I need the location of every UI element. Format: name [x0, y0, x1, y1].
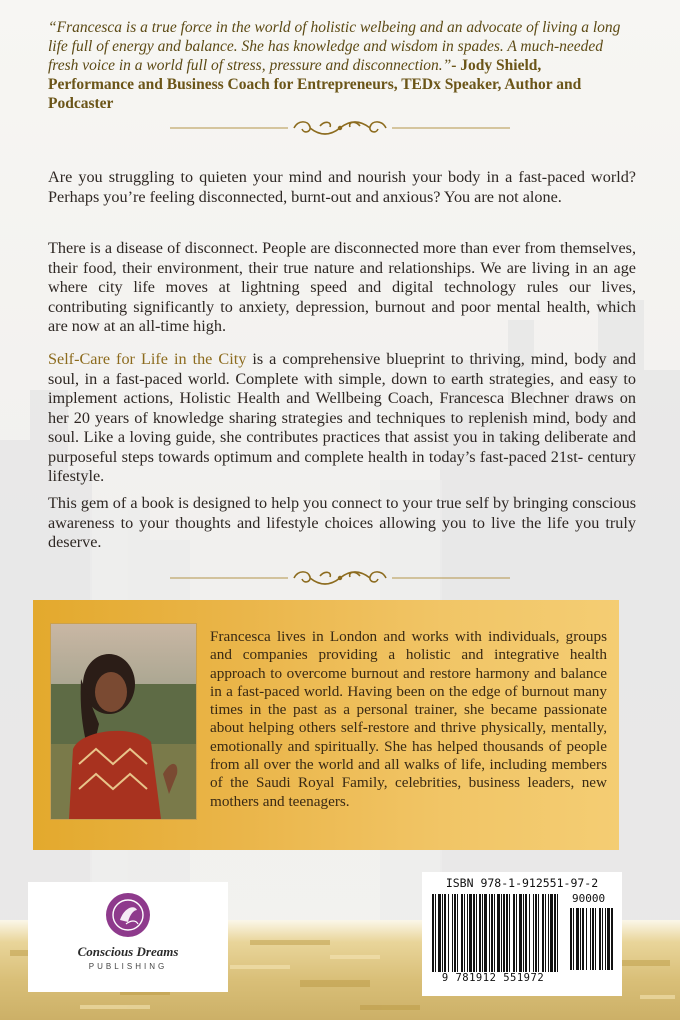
body-paragraph-4: [48, 494, 636, 553]
isbn-barcode-box: [422, 872, 622, 996]
ean-barcode-bars: [432, 894, 560, 972]
quote-text: “Francesca is a true force in the world of holistic welbeing and an advocate of living a long life full of energy and balance. She has knowledge and wisdom in spades. A much-needed fresh voice in a world full of stress, pressure and disconnection.”: [48, 19, 621, 74]
paragraph-book-summary: [48, 350, 636, 487]
price-addon-bars: [570, 908, 614, 970]
ornament-divider-top: [170, 116, 510, 140]
author-bio-text: Francesca lives in London and works with individuals, groups and companies providing a holistic and integrative health approach to overcome burnout and restore harmony and balance in a fast-paced world. Having been on the edge of burnout many times in the past as a personal trainer, she became passionate about helping others self-restore and thrive physically, mentally, emotionally and spiritually. She has helped thousands of people from all over the world and all walks of life, including members of the Saudi Royal Family, celebrities, business leaders, new mothers and teenagers.: [210, 628, 607, 810]
book-title-inline: Self-Care for Life in the City: [48, 350, 247, 368]
publisher-logo-box: [28, 882, 228, 992]
author-photo: [50, 623, 197, 820]
paragraph-intro: Are you struggling to quieten your mind and nourish your body in a fast-paced world? Perhaps you’re feeling disconnected, burnt-out and anxious? You are not alone.: [48, 168, 636, 206]
quote-attribution: - Jody Shield, Performance and Business Coach for Entrepreneurs, TEDx Speaker, Author and Podcaster: [48, 57, 582, 112]
publisher-logo-icon: [104, 890, 152, 940]
price-code: 90000: [572, 892, 606, 905]
body-paragraph-1: [48, 168, 636, 207]
isbn-label: ISBN 978-1-912551-97-2: [445, 876, 599, 890]
paragraph-disconnect: There is a disease of disconnect. People are disconnected more than ever from themselves, their food, their environment, their true nature and relationships. We are living in an age where city life moves at lightning speed and digital technology rules our lives, contributing significantly to anxiety, depression, burnout and poor mental health, which are now at an all-time high.: [48, 239, 636, 335]
publisher-subtitle: PUBLISHING: [88, 962, 168, 971]
publisher-name: Conscious Dreams: [77, 944, 179, 959]
ornament-divider-bottom: [170, 566, 510, 590]
body-paragraph-2: [48, 239, 636, 337]
testimonial-quote: [48, 18, 622, 113]
barcode-digits: 9 781912 551972: [441, 972, 545, 984]
book-summary-text: is a comprehensive blueprint to thriving, mind, body and soul, in a fast-paced world. Complete with simple, down to earth strategies, and easy to implement actions, Holistic Health and Wellbeing Coach, Francesca Blechner draws on her 20 years of knowledge sharing strategies and techniques to replenish mind, body and soul. Like a loving guide, she contributes practices that assist you in taking deliberate and purposeful steps towards optimum and complete health in today’s fast-paced 21st- century lifestyle.: [48, 350, 636, 485]
paragraph-closing: This gem of a book is designed to help you connect to your true self by bringing conscious awareness to your thoughts and lifestyle choices allowing you to live the life you truly deserve.: [48, 494, 636, 551]
body-paragraph-3: [48, 350, 636, 487]
